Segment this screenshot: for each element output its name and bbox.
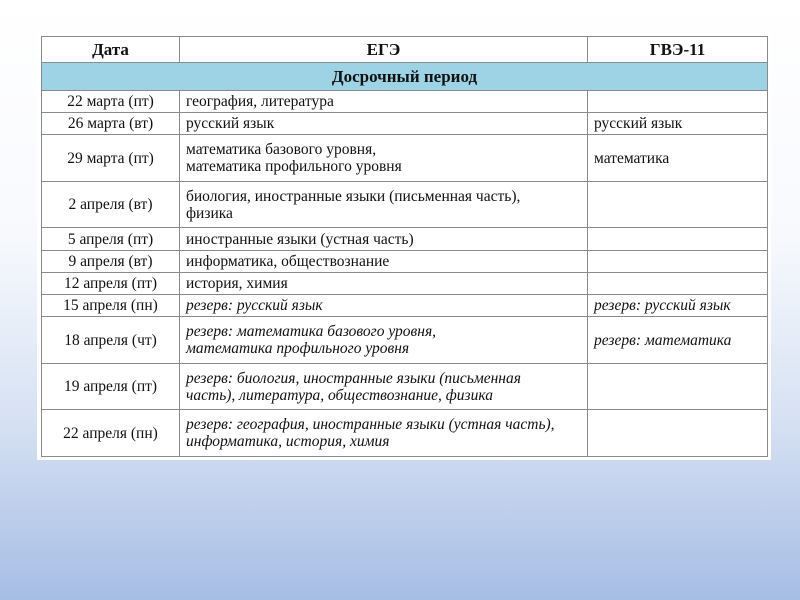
table-row (42, 135, 768, 182)
period-row (42, 63, 768, 91)
cell-ege: география, литература (180, 90, 588, 112)
cell-date: 18 апреля (чт) (42, 317, 180, 364)
period-label: Досрочный период (42, 63, 768, 91)
table-row (42, 272, 768, 294)
header-date: Дата (42, 37, 180, 63)
cell-date: 2 апреля (вт) (42, 181, 180, 228)
cell-gve (588, 228, 768, 250)
cell-ege: русский язык (180, 113, 588, 135)
cell-gve (588, 363, 768, 410)
cell-ege: информатика, обществознание (180, 250, 588, 272)
cell-gve (588, 272, 768, 294)
cell-gve: резерв: математика (588, 317, 768, 364)
cell-date: 19 апреля (пт) (42, 363, 180, 410)
cell-gve: математика (588, 135, 768, 182)
table-row (42, 295, 768, 317)
cell-ege: резерв: русский язык (180, 295, 588, 317)
cell-gve (588, 410, 768, 457)
cell-date: 12 апреля (пт) (42, 272, 180, 294)
cell-gve (588, 90, 768, 112)
header-ege: ЕГЭ (180, 37, 588, 63)
header-gve: ГВЭ-11 (588, 37, 768, 63)
table-row (42, 363, 768, 410)
table-row (42, 228, 768, 250)
cell-ege: математика базового уровня, математика профильного уровня (180, 135, 588, 182)
cell-date: 9 апреля (вт) (42, 250, 180, 272)
cell-ege: резерв: биология, иностранные языки (письменная часть), литература, обществознание, физика (180, 363, 588, 410)
cell-gve: резерв: русский язык (588, 295, 768, 317)
table-row (42, 90, 768, 112)
cell-date: 15 апреля (пн) (42, 295, 180, 317)
cell-ege: биология, иностранные языки (письменная часть), физика (180, 181, 588, 228)
cell-date: 26 марта (вт) (42, 113, 180, 135)
cell-gve (588, 250, 768, 272)
table-row (42, 113, 768, 135)
cell-ege: резерв: география, иностранные языки (устная часть), информатика, история, химия (180, 410, 588, 457)
cell-date: 22 марта (пт) (42, 90, 180, 112)
table-row (42, 317, 768, 364)
cell-date: 22 апреля (пн) (42, 410, 180, 457)
schedule-sheet (37, 33, 771, 460)
cell-ege: резерв: математика базового уровня, математика профильного уровня (180, 317, 588, 364)
table-row (42, 250, 768, 272)
cell-date: 5 апреля (пт) (42, 228, 180, 250)
cell-gve: русский язык (588, 113, 768, 135)
header-row (42, 37, 768, 63)
cell-gve (588, 181, 768, 228)
table-row (42, 410, 768, 457)
cell-ege: иностранные языки (устная часть) (180, 228, 588, 250)
exam-schedule-table (41, 36, 768, 457)
cell-date: 29 марта (пт) (42, 135, 180, 182)
table-row (42, 181, 768, 228)
cell-ege: история, химия (180, 272, 588, 294)
